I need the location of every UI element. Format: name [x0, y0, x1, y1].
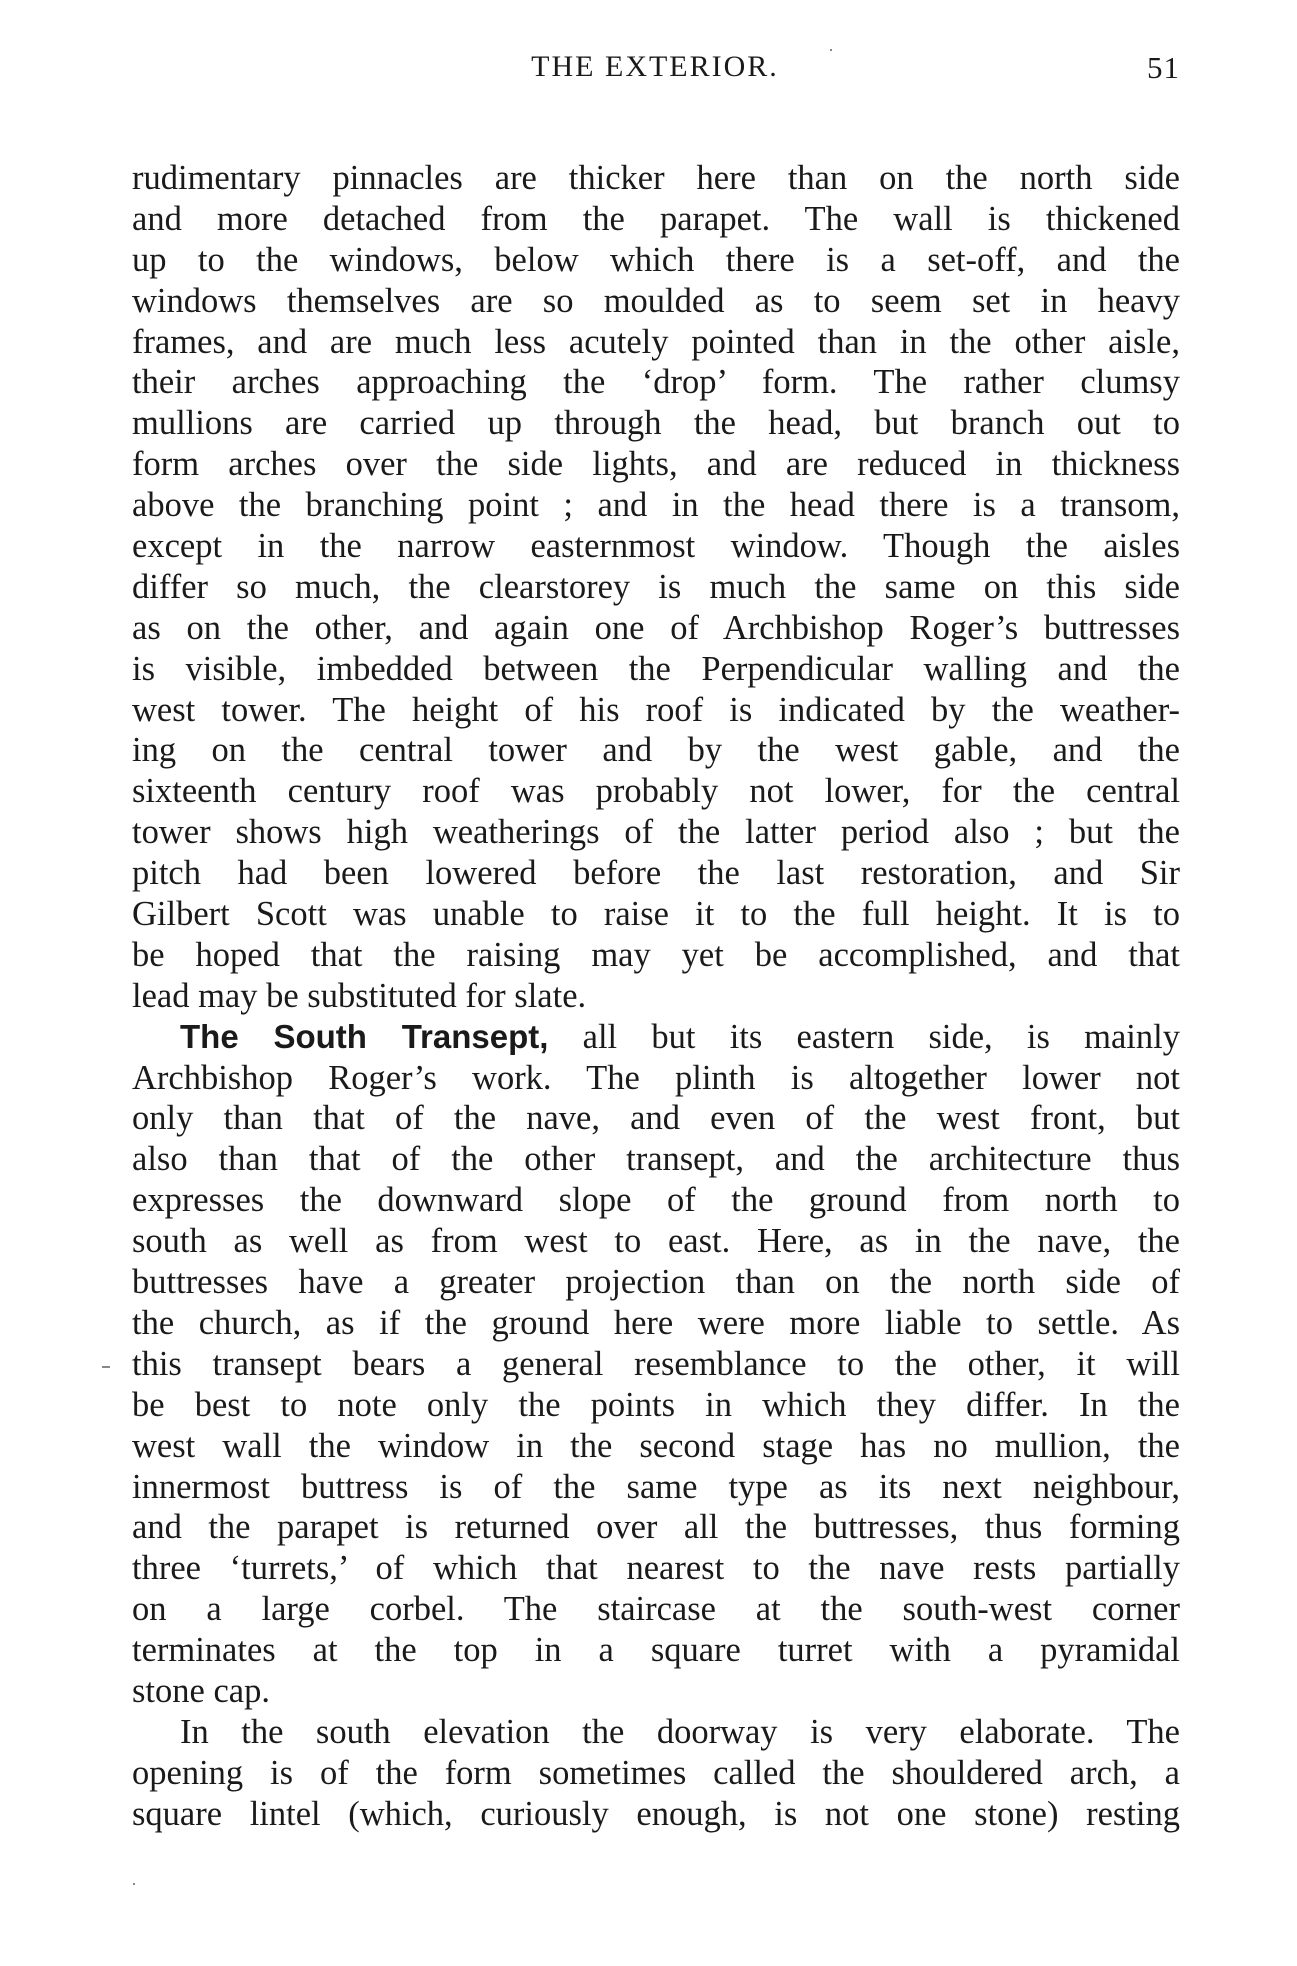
text-line: rudimentary pinnacles are thicker here than on the north side — [132, 159, 1180, 197]
text-line: square lintel (which, curiously enough, is not one stone) resting — [132, 1794, 1180, 1833]
text-line: form arches over the side lights, and are reduced in thickness — [132, 445, 1180, 484]
text-line: their arches approaching the ‘drop’ form. The rather clumsy — [132, 363, 1180, 402]
run-in-heading: The South Transept, — [180, 1017, 549, 1055]
text-line: windows themselves are so moulded as to seem set in heavy — [132, 281, 1180, 320]
paragraph-south-transept — [132, 1017, 1180, 1712]
page-header — [130, 42, 1180, 92]
text-line: expresses the downward slope of the ground from north to — [132, 1181, 1180, 1220]
text-line: differ so much, the clearstorey is much the same on this side — [132, 567, 1180, 606]
text-line: mullions are carried up through the head, but branch out to — [132, 404, 1180, 443]
text-line: Gilbert Scott was unable to raise it to the full height. It is to — [132, 895, 1180, 934]
text-line-first — [132, 1017, 1180, 1058]
text-line: buttresses have a greater projection than on the north side of — [132, 1263, 1180, 1302]
text-line: terminates at the top in a square turret with a pyramidal — [132, 1631, 1180, 1670]
text-line: south as well as from west to east. Here, as in the nave, the — [132, 1222, 1180, 1261]
paragraph-south-elevation — [132, 1712, 1180, 1835]
paragraph-nave-aisle — [132, 158, 1180, 1017]
text-line: west tower. The height of his roof is indicated by the weather- — [132, 690, 1180, 729]
text-line: up to the windows, below which there is a set-off, and the — [132, 240, 1180, 279]
text-line: pitch had been lowered before the last restoration, and Sir — [132, 854, 1180, 893]
text-line: the church, as if the ground here were more liable to settle. As — [132, 1303, 1180, 1342]
text-line: In the south elevation the doorway is very elaborate. The — [180, 1712, 1180, 1751]
text-line: also than that of the other transept, and the architecture thus — [132, 1140, 1180, 1179]
page-number: 51 — [1147, 50, 1180, 85]
text-line: be best to note only the points in which they differ. In the — [132, 1385, 1180, 1424]
text-line: frames, and are much less acutely pointed than in the other aisle, — [132, 322, 1180, 361]
text-line: is visible, imbedded between the Perpendicular walling and the — [132, 649, 1180, 688]
margin-mark — [102, 1366, 110, 1368]
running-title: THE EXTERIOR. — [531, 50, 779, 83]
body-text — [132, 158, 1180, 1835]
text-line: as on the other, and again one of Archbishop Roger’s buttresses — [132, 608, 1180, 647]
text-line: only than that of the nave, and even of the west front, but — [132, 1099, 1180, 1138]
text-line: innermost buttress is of the same type as its next neighbour, — [132, 1467, 1180, 1506]
text-line: west wall the window in the second stage has no mullion, the — [132, 1426, 1180, 1465]
text-line: and more detached from the parapet. The wall is thickened — [132, 199, 1180, 238]
scan-speck — [830, 49, 832, 51]
text-line: be hoped that the raising may yet be accomplished, and that — [132, 935, 1180, 974]
scan-speck — [133, 1883, 135, 1885]
text-line: opening is of the form sometimes called the shouldered arch, a — [132, 1753, 1180, 1792]
text-line: above the branching point ; and in the head there is a transom, — [132, 486, 1180, 525]
text-line: this transept bears a general resemblance to the other, it will — [132, 1344, 1180, 1383]
text-line: and the parapet is returned over all the buttresses, thus forming — [132, 1508, 1180, 1547]
text-line: lead may be substituted for slate. — [132, 976, 587, 1015]
text-line: Archbishop Roger’s work. The plinth is altogether lower not — [132, 1058, 1180, 1097]
text-fragment: all but its eastern side, is mainly — [548, 1017, 1180, 1056]
text-line: on a large corbel. The staircase at the south-west corner — [132, 1590, 1180, 1629]
text-line: ing on the central tower and by the west gable, and the — [132, 731, 1180, 770]
text-line: tower shows high weatherings of the latter period also ; but the — [132, 813, 1180, 852]
text-line: except in the narrow easternmost window. Though the aisles — [132, 527, 1180, 566]
text-line: sixteenth century roof was probably not lower, for the central — [132, 772, 1180, 811]
text-line: stone cap. — [132, 1671, 270, 1710]
text-line: three ‘turrets,’ of which that nearest to the nave rests partially — [132, 1549, 1180, 1588]
